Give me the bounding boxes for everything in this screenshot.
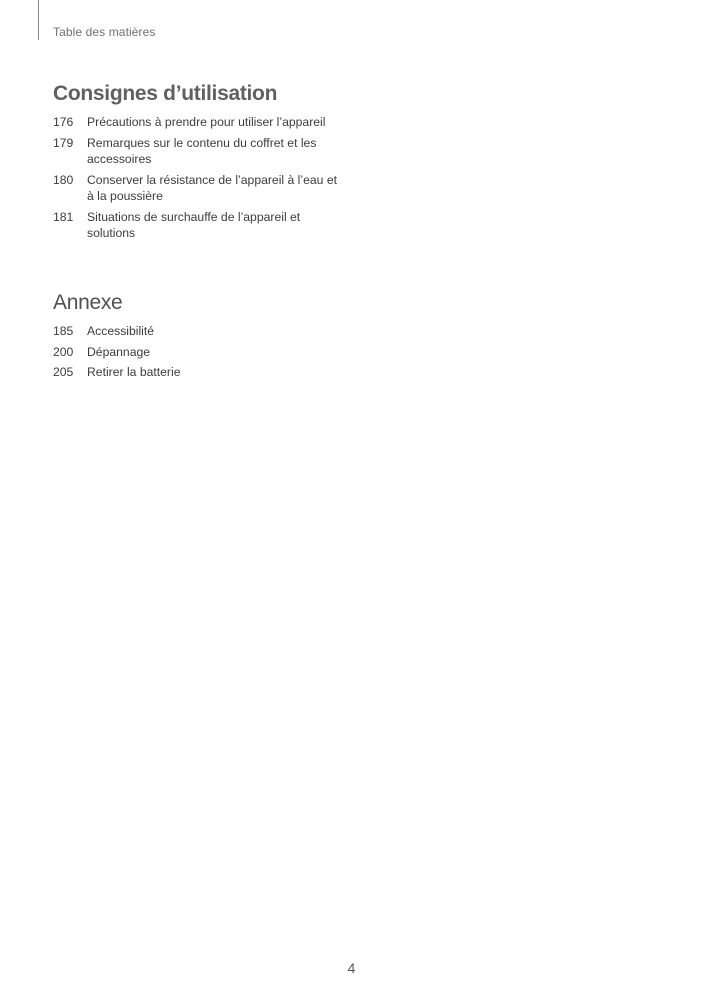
toc-entry-label: Dépannage	[87, 344, 151, 359]
toc-entry[interactable]	[53, 323, 343, 340]
toc-entry-label: Situations de surchauffe de l’appareil et solutions	[87, 209, 301, 240]
toc-list	[53, 323, 343, 381]
toc-page-number: 180	[53, 172, 74, 187]
toc-list	[53, 114, 343, 242]
toc-page-number: 185	[53, 324, 74, 338]
section-consignes	[53, 80, 343, 246]
header-title: Table des matières	[53, 25, 156, 39]
section-title: Consignes d’utilisation	[53, 82, 278, 105]
toc-entry[interactable]	[53, 364, 343, 381]
section-annexe	[53, 289, 343, 385]
page-number: 4	[347, 960, 356, 976]
toc-entry[interactable]	[53, 344, 343, 361]
toc-entry-label: Accessibilité	[87, 324, 155, 338]
toc-entry-label: Conserver la résistance de l’appareil à l’eau et à la poussière	[87, 172, 337, 203]
toc-entry[interactable]	[53, 209, 343, 242]
toc-entry-label: Précautions à prendre pour utiliser l’appareil	[87, 115, 326, 129]
toc-page-number: 179	[53, 135, 74, 150]
toc-page-number: 205	[53, 365, 74, 379]
toc-entry[interactable]	[53, 135, 343, 168]
header-divider	[38, 0, 39, 40]
toc-entry[interactable]	[53, 114, 343, 131]
section-title: Annexe	[53, 291, 123, 314]
toc-page-number: 200	[53, 344, 74, 359]
toc-page-number: 176	[53, 115, 74, 129]
toc-entry-label: Remarques sur le contenu du coffret et les accessoires	[87, 135, 317, 166]
toc-page-number: 181	[53, 209, 74, 224]
toc-entry-label: Retirer la batterie	[87, 365, 181, 379]
toc-entry[interactable]	[53, 172, 343, 205]
